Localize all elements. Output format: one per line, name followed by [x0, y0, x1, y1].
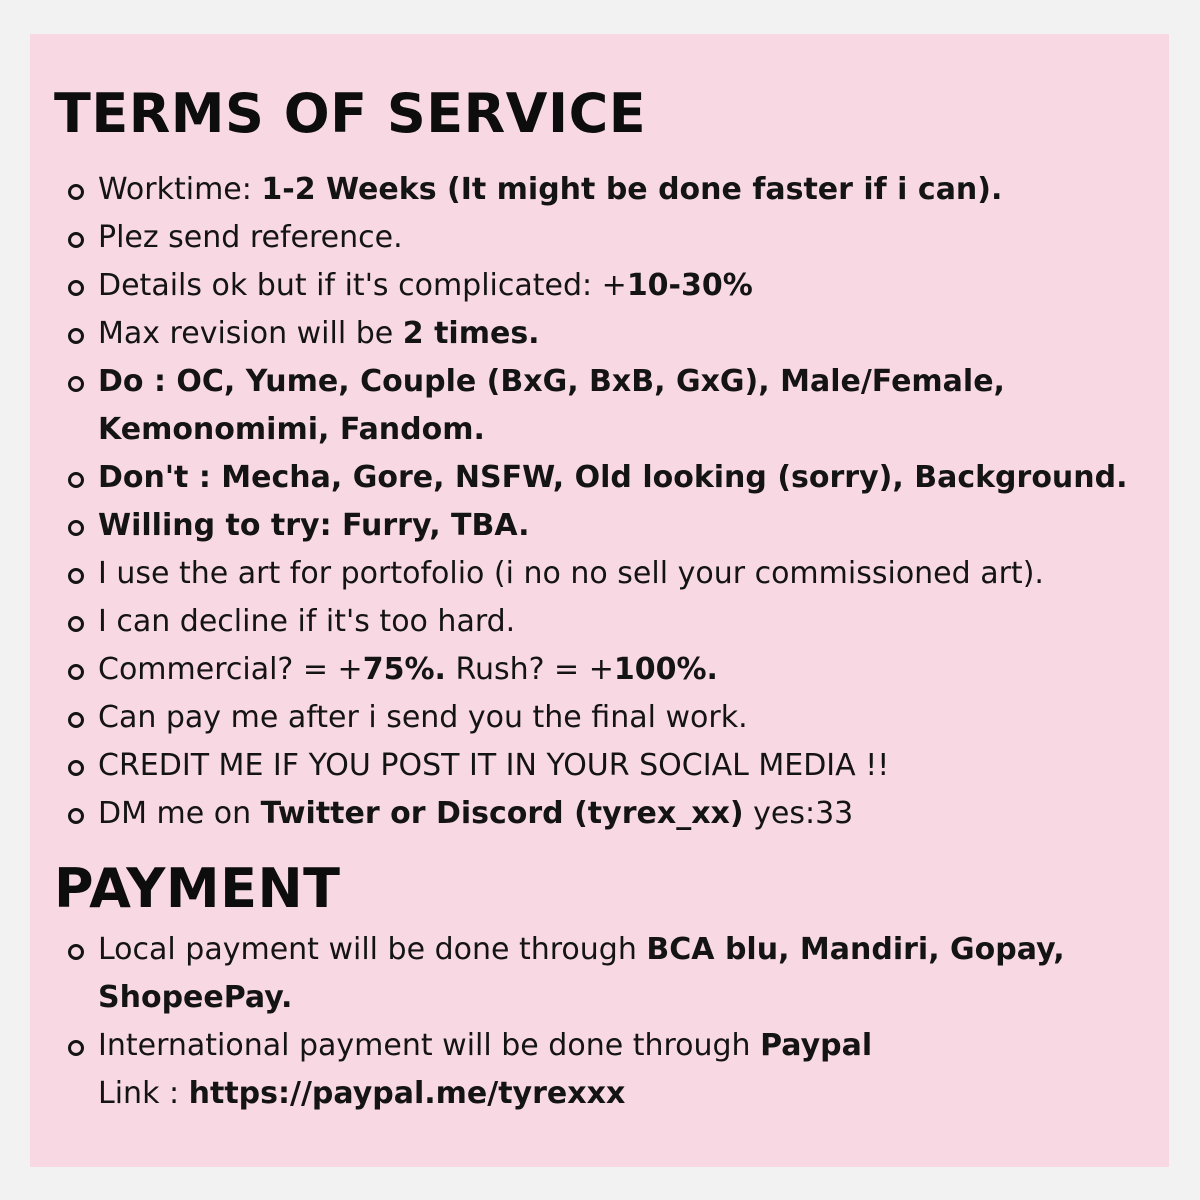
list-item-credit: CREDIT ME IF YOU POST IT IN YOUR SOCIAL MEDIA !!: [66, 742, 1156, 790]
paypal-link: https://paypal.me/tyrexxx: [188, 1076, 626, 1111]
list-item-worktime: Worktime: 1-2 Weeks (It might be done faster if i can).: [66, 166, 1156, 214]
payment-title: PAYMENT: [54, 857, 341, 920]
list-item-dont: Don't : Mecha, Gore, NSFW, Old looking (sorry), Background.: [66, 454, 1156, 502]
list-item-details: Details ok but if it's complicated: +10-30%: [66, 262, 1156, 310]
list-item-revision: Max revision will be 2 times.: [66, 310, 1156, 358]
list-item-portfolio: I use the art for portofolio (i no no sell your commissioned art).: [66, 550, 1156, 598]
list-item-decline: I can decline if it's too hard.: [66, 598, 1156, 646]
list-item-do: Do : OC, Yume, Couple (BxG, BxB, GxG), Male/Female, Kemonomimi, Fandom.: [66, 358, 1156, 454]
list-item-willing: Willing to try: Furry, TBA.: [66, 502, 1156, 550]
list-item-reference: Plez send reference.: [66, 214, 1156, 262]
tos-card: [30, 34, 1169, 1167]
list-item-international-payment: International payment will be done through Paypal Link : https://paypal.me/tyrexxx: [66, 1022, 1156, 1118]
tos-list: [66, 166, 1156, 838]
payment-list: [66, 926, 1156, 1118]
list-item-pricing: Commercial? = +75%. Rush? = +100%.: [66, 646, 1156, 694]
tos-title: TERMS OF SERVICE: [54, 82, 647, 145]
list-item-local-payment: Local payment will be done through BCA blu, Mandiri, Gopay, ShopeePay.: [66, 926, 1156, 1022]
list-item-contact: DM me on Twitter or Discord (tyrex_xx) yes:33: [66, 790, 1156, 838]
list-item-pay-after: Can pay me after i send you the final work.: [66, 694, 1156, 742]
